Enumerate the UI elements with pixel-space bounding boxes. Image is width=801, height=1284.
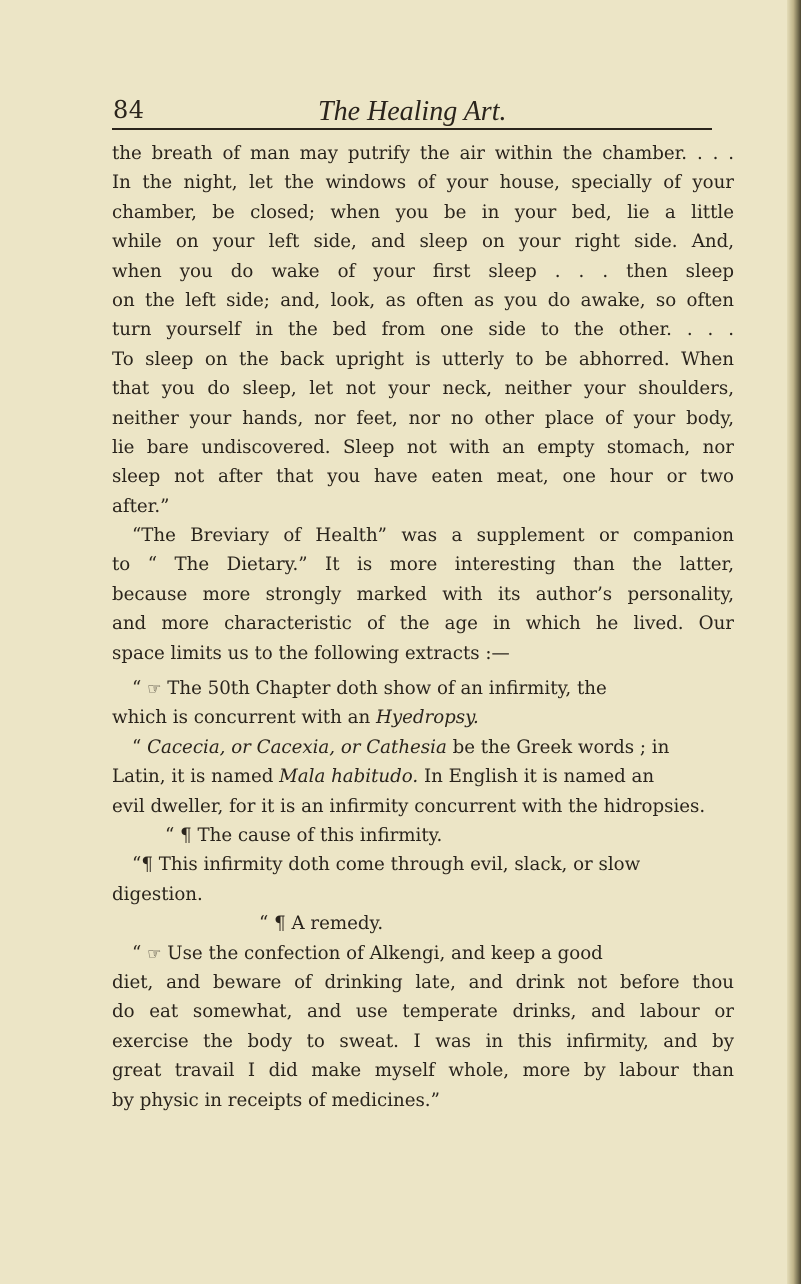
text-line: great travail I did make myself whole, more by labour than [112,1060,734,1082]
text-line: when you do wake of your first sleep . . . then sleep [112,260,734,282]
pilcrow-icon: ¶ [274,913,286,935]
pilcrow-icon: ¶ [141,854,153,876]
text-line: In the night, let the windows of your house, specially of your [112,172,734,194]
text-line: “ ¶ A remedy. [259,913,384,935]
text-line: neither your hands, nor feet, nor no other place of your body, [112,407,734,429]
text-line: after.” [112,495,170,517]
text-line: turn yourself in the bed from one side to the other. . . . [112,319,734,341]
text-line: to “ The Dietary.” It is more interesting than the latter, [112,554,734,576]
open-quote: “ [132,678,142,700]
body-text [112,139,734,1115]
page-edge-shadow [787,0,801,1284]
manicule-icon: ☞ [147,943,162,963]
text-line: “ ¶ The cause of this infirmity. [165,824,443,846]
running-header [113,96,713,130]
pilcrow-icon: ¶ [180,824,192,846]
text-line: chamber, be closed; when you be in your bed, lie a little [112,201,734,223]
text-line: “ ☞ The 50th Chapter doth show of an infirmity, the [132,678,607,700]
open-quote: “ [132,736,142,758]
text-line: the breath of man may putrify the air within the chamber. . . . [112,143,734,164]
text-line: lie bare undiscovered. Sleep not with an empty stomach, nor [112,436,734,458]
manicule-icon: ☞ [147,679,162,699]
text-line: evil dweller, for it is an infirmity concurrent with the hidropsies. [112,795,706,817]
text-line: “The Breviary of Health” was a supplement or companion [132,525,734,547]
text-line: Latin, it is named Mala habitudo. In English it is named an [112,766,655,788]
italic-term: Hyedropsy. [375,707,479,729]
italic-term: Cacecia, or Cacexia, or Cathesia [147,736,447,758]
text-line: “ Cacecia, or Cacexia, or Cathesia be the Greek words ; in [132,736,670,758]
text-line: by physic in receipts of medicines.” [112,1089,440,1111]
text-line: on the left side; and, look, as often as you do awake, so often [112,289,734,311]
text-line: do eat somewhat, and use temperate drinks, and labour or [112,1001,734,1023]
italic-term: Mala habitudo. [279,766,419,788]
text-line: because more strongly marked with its author’s personality, [112,583,734,605]
text-line: and more characteristic of the age in which he lived. Our [112,613,734,635]
page-number: 84 [113,96,145,124]
text-line: sleep not after that you have eaten meat, one hour or two [112,466,734,488]
running-title: The Healing Art. [318,96,507,127]
open-quote: “ [165,824,175,846]
text-line: digestion. [112,883,203,905]
header-rule [112,128,712,130]
open-quote: “ [259,913,269,935]
open-quote: “ [132,942,142,964]
open-quote: “ [132,854,142,876]
text-line: To sleep on the back upright is utterly to be abhorred. When [112,348,734,370]
text-line: “¶ This infirmity doth come through evil, slack, or slow [132,854,641,876]
text-line: which is concurrent with an Hyedropsy. [112,707,479,729]
text-line: while on your left side, and sleep on your right side. And, [112,231,734,253]
text-line: exercise the body to sweat. I was in this infirmity, and by [112,1030,734,1052]
text-line: diet, and beware of drinking late, and drink not before thou [112,971,734,993]
text-line: “ ☞ Use the confection of Alkengi, and keep a good [132,942,603,964]
text-line: space limits us to the following extracts :— [112,642,510,664]
text-line: that you do sleep, let not your neck, neither your shoulders, [112,378,734,400]
